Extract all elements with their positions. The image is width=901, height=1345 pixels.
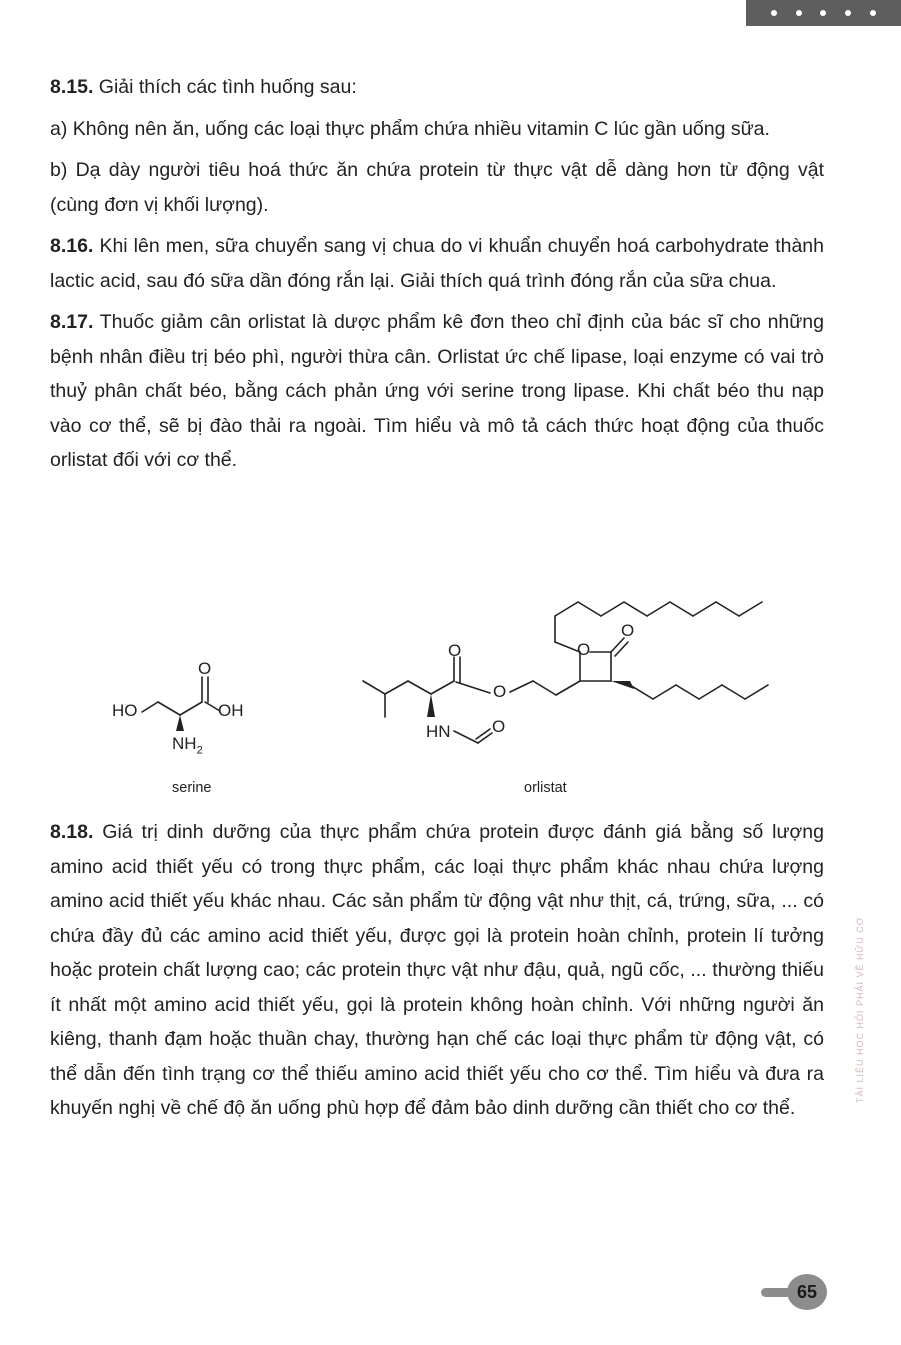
- orlistat-bond: [510, 681, 533, 692]
- lactone-carbonyl-bond: [615, 642, 628, 656]
- orlistat-hn-label: HN: [426, 722, 451, 741]
- orlistat-chain-bond: [578, 602, 601, 616]
- question-text: Thuốc giảm cân orlistat là dược phẩm kê đơn theo chỉ định của bác sĩ cho những bệnh nhân điều trị béo phì, người thừa cân. Orlistat ức chế lipase, loại enzyme có vai trò thuỷ phân chất béo, bằng cách phản ứng với serine trong lipase. Khi chất béo thu nạp vào cơ thể, sẽ bị đào thải ra ngoài. Tìm hiểu và mô tả cách thức hoạt động của thuốc orlistat đối với cơ thể.: [50, 311, 824, 471]
- serine-subscript: 2: [196, 744, 203, 757]
- orlistat-carbonyl-o-label: O: [448, 641, 462, 660]
- serine-wedge-bond: [176, 715, 184, 731]
- orlistat-ester-o-label: O: [493, 682, 507, 701]
- orlistat-chain-bond: [670, 602, 693, 616]
- lactone-wedge-bond: [611, 681, 634, 689]
- question-number: 8.17.: [50, 311, 94, 333]
- serine-bond: [180, 702, 202, 715]
- question-8-17: [50, 305, 824, 478]
- orlistat-chain-bond: [601, 602, 624, 616]
- serine-bond: [158, 702, 180, 715]
- question-8-18: [50, 815, 824, 1126]
- question-8-15-part-a: a) Không nên ăn, uống các loại thực phẩm chứa nhiều vitamin C lúc gần uống sữa.: [50, 117, 770, 140]
- serine-nh2-label: [172, 734, 203, 756]
- orlistat-ring-o-label: O: [577, 640, 591, 659]
- orlistat-lactone-o-label: O: [621, 621, 635, 640]
- serine-caption: serine: [172, 780, 212, 796]
- orlistat-chain-bond: [555, 602, 578, 616]
- orlistat-chain-bond: [693, 602, 716, 616]
- question-number: 8.16.: [50, 235, 94, 257]
- formyl-bond: [454, 731, 478, 743]
- orlistat-bond: [363, 681, 385, 694]
- orlistat-caption: orlistat: [524, 780, 567, 796]
- question-8-15-part-b: b) Dạ dày người tiêu hoá thức ăn chứa protein từ thực vật dễ dàng hơn từ động vật (cùng đơn vị khối lượng).: [50, 159, 824, 216]
- orlistat-chain-bond: [722, 685, 745, 699]
- dot-icon: [820, 10, 826, 16]
- orlistat-chain-bond: [739, 602, 762, 616]
- formyl-bond: [478, 733, 492, 743]
- serine-nh-text: NH: [172, 734, 197, 753]
- orlistat-chain-bond: [647, 602, 670, 616]
- serine-oh-label: OH: [218, 701, 244, 720]
- page-number: 65: [787, 1274, 827, 1310]
- orlistat-wedge-bond: [427, 694, 435, 717]
- chemical-structures-figure: [90, 585, 810, 810]
- orlistat-chain-bond: [624, 602, 647, 616]
- orlistat-bond: [431, 681, 454, 694]
- orlistat-bond: [556, 681, 580, 695]
- orlistat-chain-bond: [699, 685, 722, 699]
- question-block-bottom: [50, 815, 824, 1126]
- question-number: 8.15.: [50, 76, 94, 98]
- question-text: Giải thích các tình huống sau:: [93, 76, 357, 98]
- orlistat-chain-bond: [676, 685, 699, 699]
- orlistat-bond: [533, 681, 556, 695]
- dot-icon: [796, 10, 802, 16]
- question-number: 8.18.: [50, 821, 94, 843]
- serine-bond: [142, 702, 158, 712]
- orlistat-bond: [385, 681, 408, 694]
- dot-icon: [845, 10, 851, 16]
- corner-tab-dots: [746, 0, 901, 26]
- question-text: Giá trị dinh dưỡng của thực phẩm chứa protein được đánh giá bằng số lượng amino acid thiết yếu có trong thực phẩm, các loại thực phẩm khác nhau chứa lượng amino acid thiết yếu khác nhau. Các sản phẩm từ động vật như thịt, cá, trứng, sữa, ... có chứa đầy đủ các amino acid thiết yếu, được gọi là protein hoàn chỉnh, protein lí tưởng hoặc protein chất lượng cao; các protein thực vật như đậu, quả, ngũ cốc, ... thường thiếu ít nhất một amino acid thiết yếu, gọi là protein không hoàn chỉnh. Với những người ăn kiêng, thanh đạm hoặc thuần chay, thường hạn chế các loại thực phẩm từ động vật, có thể dẫn đến tình trạng cơ thể thiếu amino acid thiết yếu cho cơ thể. Tìm hiểu và đưa ra khuyến nghị về chế độ ăn uống phù hợp để đảm bảo dinh dưỡng cần thiết cho cơ thể.: [50, 821, 824, 1119]
- serine-o-label: O: [198, 659, 212, 678]
- question-8-15: [50, 70, 824, 105]
- side-watermark: TÀI LIỆU HỌC HỎI PHẢI VỀ HỮU CƠ: [855, 916, 865, 1104]
- dot-icon: [870, 10, 876, 16]
- orlistat-bond: [456, 682, 490, 693]
- question-8-16: [50, 229, 824, 298]
- formyl-bond: [476, 729, 490, 739]
- question-text: Khi lên men, sữa chuyển sang vị chua do vi khuẩn chuyển hoá carbohydrate thành lactic acid, sau đó sữa dần đóng rắn lại. Giải thích quá trình đóng rắn của sữa chua.: [50, 235, 824, 292]
- orlistat-formyl-o-label: O: [492, 717, 506, 736]
- orlistat-chain-bond: [716, 602, 739, 616]
- orlistat-chain-bond: [745, 685, 768, 699]
- dot-icon: [771, 10, 777, 16]
- question-block-top: [50, 70, 824, 478]
- structures-drawing: [90, 585, 810, 810]
- serine-ho-label: HO: [112, 701, 138, 720]
- orlistat-bond: [408, 681, 431, 694]
- orlistat-chain-bond: [653, 685, 676, 699]
- orlistat-chain-bond: [630, 685, 653, 699]
